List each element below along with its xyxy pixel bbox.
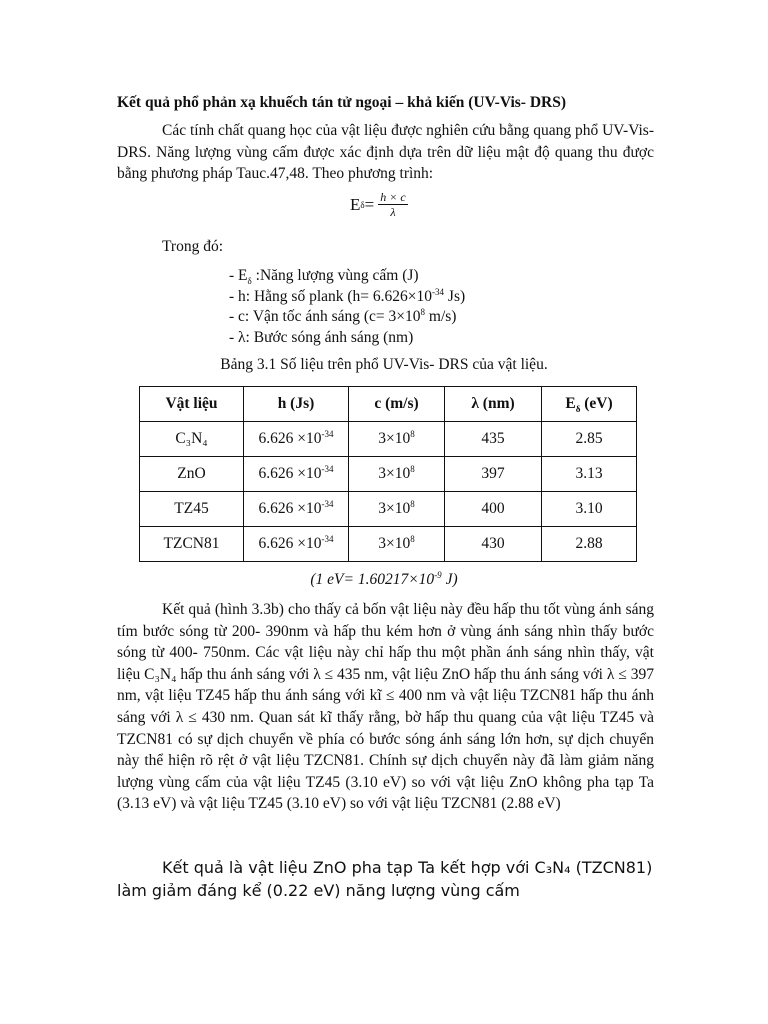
cell-material: TZCN81 [140,527,244,562]
cell-material: C₃N₄ [140,422,244,457]
cell-lambda: 400 [445,492,542,527]
definition-item: - $E_\delta$ :Năng lượng vùng cấm (J) [229,267,419,287]
table-row [140,422,637,457]
formula-equals: = [364,194,375,214]
band-gap-formula: E δ = $\frac{h \times c}{\lambda}$ [350,190,406,219]
cell-lambda: 430 [445,527,542,562]
cell-c: $3\times 10^8$ [349,457,445,492]
cell-h: $6.626 \times 10^{-34}$ [244,457,349,492]
table-row [140,527,637,562]
cell-h: $6.626 \times 10^{-34}$ [244,527,349,562]
header-energy: $E_\delta$ (eV) [542,387,637,422]
cell-energy: 2.85 [542,422,637,457]
intro-paragraph: Các tính chất quang học của vật liệu được nghiên cứu bằng quang phổ UV-Vis-DRS. Năng lượng vùng cấm được xác định dựa trên dữ liệu mật độ quang thu được bằng phương pháp Tauc.47,48. Theo phương trình: [117,122,654,183]
definition-item: - λ: Bước sóng ánh sáng (nm) [229,328,414,346]
definition-item: - h: Hằng số plank ($h= 6.626\times 10^{-34}$ Js) [229,286,466,305]
table-header-row [140,387,637,422]
cell-material: ZnO [140,457,244,492]
uv-vis-drs-table [139,386,637,562]
cell-c: $3\times 10^8$ [349,527,445,562]
formula-fraction [378,190,407,219]
cell-c: $3\times 10^8$ [349,492,445,527]
table-row [140,492,637,527]
cell-lambda: 397 [445,457,542,492]
cell-c: $3\times 10^8$ [349,422,445,457]
header-c: c (m/s) [349,387,445,422]
header-lambda: λ (nm) [445,387,542,422]
table-caption: Bảng 3.1 Số liệu trên phổ UV-Vis- DRS của vật liệu. [220,356,548,373]
formula-numerator: h × c [380,190,406,204]
formula-lhs: E [350,194,361,214]
results-paragraph: Kết quả (hình 3.3b) cho thấy cả bốn vật liệu này đều hấp thu tốt vùng ánh sáng tím bước sóng từ 200- 390nm và hấp thu kém hơn ở vùng ánh sáng nhìn thấy bước sóng từ 400- 750nm. Các vật liệu này chỉ hấp thu một phần ánh sáng nhìn thấy, vật liệu C₃N₄ hấp thu ánh sáng với λ ≤ 435 nm, vật liệu ZnO hấp thu ánh sáng với λ ≤ 397 nm, vật liệu TZ45 hấp thu ánh sáng với kĩ ≤ 400 nm và vật liệu TZCN81 hấp thu ánh sáng với λ ≤ 430 nm. Quan sát kĩ thấy rằng, bờ hấp thu quang của vật liệu TZ45 và TZCN81 có sự dịch chuyển về phía có bước sóng ánh sáng lớn hơn, sự dịch chuyển này thể hiện rõ rệt ở vật liệu TZCN81. Chính sự dịch chuyển này đã làm giảm năng lượng vùng cấm của vật liệu TZ45 (3.10 eV) so với vật liệu ZnO không pha tạp Ta (3.13 eV) và vật liệu TZ45 (3.10 eV) so với vật liệu TZCN81 (2.88 eV) [117,601,654,813]
cell-material: TZ45 [140,492,244,527]
table-row [140,457,637,492]
header-material: Vật liệu [140,387,244,422]
header-h: h (Js) [244,387,349,422]
cell-h: $6.626 \times 10^{-34}$ [244,422,349,457]
definition-list [229,266,465,348]
definition-item: - c: Vận tốc ánh sáng ($c= 3\times 10^8$ m/s) [229,306,457,325]
cell-energy: 3.10 [542,492,637,527]
where-label: Trong đó: [162,238,224,255]
formula-denominator: λ [390,205,396,219]
section-heading: Kết quả phổ phản xạ khuếch tán tử ngoại – khả kiến (UV-Vis- DRS) [117,94,566,111]
conclusion-paragraph: Kết quả là vật liệu ZnO pha tạp Ta kết hợp với C₃N₄ (TZCN81) làm giảm đáng kể (0.22 eV) năng lượng vùng cấm [117,858,653,900]
cell-energy: 2.88 [542,527,637,562]
cell-lambda: 435 [445,422,542,457]
unit-conversion-note: (1 $eV= 1.60217\times 10^{-9}$ J) [310,569,458,588]
cell-h: $6.626 \times 10^{-34}$ [244,492,349,527]
cell-energy: 3.13 [542,457,637,492]
